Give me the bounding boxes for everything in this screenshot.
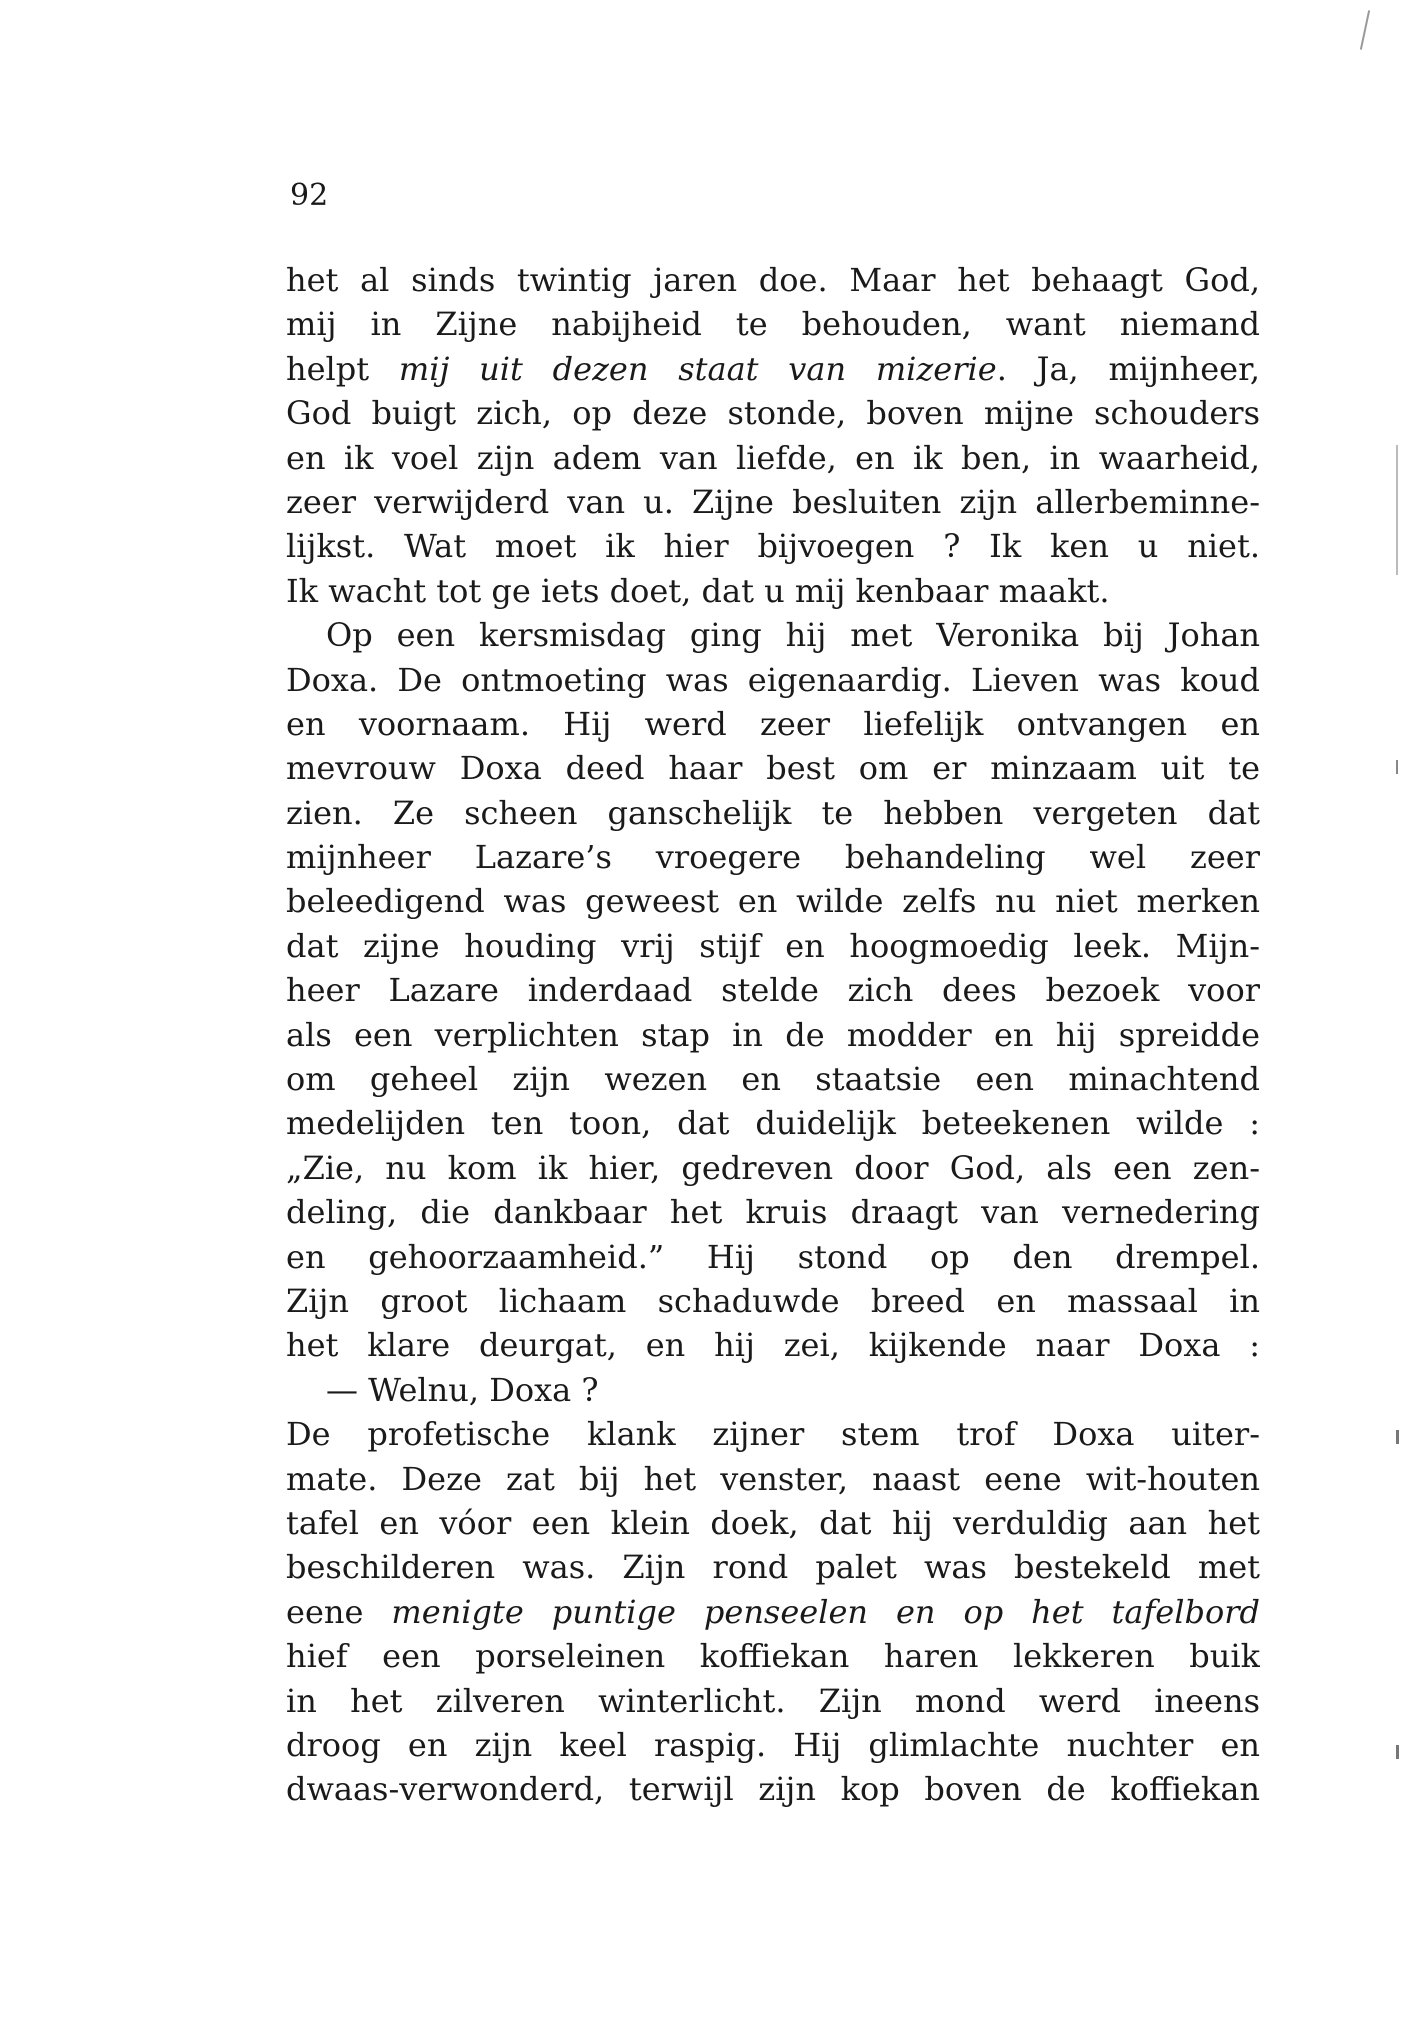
text-line: helpt mij uit dezen staat van mizerie. Ja, mijnheer, xyxy=(286,349,1260,388)
text-line: om geheel zijn wezen en staatsie een minachtend xyxy=(286,1060,1260,1099)
text-line: droog en zijn keel raspig. Hij glimlachte nuchter en xyxy=(286,1725,1260,1764)
text-line: tafel en vóor een klein doek, dat hij verduldig aan het xyxy=(286,1503,1260,1542)
text-line: mij in Zijne nabijheid te behouden, want niemand xyxy=(286,305,1260,344)
text-line: dat zijne houding vrij stijf en hoogmoedig leek. Mijn- xyxy=(286,926,1260,965)
text-line: — Welnu, Doxa ? xyxy=(326,1370,599,1409)
text-line: Doxa. De ontmoeting was eigenaardig. Lieven was koud xyxy=(286,660,1260,699)
italic-phrase: mij uit dezen staat van mizerie xyxy=(398,349,997,388)
text-line: lijkst. Wat moet ik hier bijvoegen ? Ik ken u niet. xyxy=(286,527,1260,566)
text-line: en gehoorzaamheid.” Hij stond op den drempel. xyxy=(286,1237,1260,1276)
text-line: hief een porseleinen koffiekan haren lekkeren buik xyxy=(286,1637,1260,1676)
scan-artifact-mark xyxy=(1396,1430,1399,1444)
text-line: als een verplichten stap in de modder en hij spreidde xyxy=(286,1015,1260,1054)
scan-artifact-mark xyxy=(1396,760,1398,774)
text-line: De profetische klank zijner stem trof Doxa uiter- xyxy=(286,1415,1260,1454)
text-line: heer Lazare inderdaad stelde zich dees bezoek voor xyxy=(286,971,1260,1010)
text-line: het klare deurgat, en hij zei, kijkende naar Doxa : xyxy=(286,1326,1260,1365)
italic-phrase: menigte puntige penseelen en op het tafelbord xyxy=(391,1592,1260,1631)
text-line: „Zie, nu kom ik hier, gedreven door God, als een zen- xyxy=(286,1148,1260,1187)
text-line: God buigt zich, op deze stonde, boven mijne schouders xyxy=(286,394,1260,433)
text-line: deling, die dankbaar het kruis draagt van vernedering xyxy=(286,1193,1260,1232)
text-line: in het zilveren winterlicht. Zijn mond werd ineens xyxy=(286,1681,1260,1720)
text-line: Zijn groot lichaam schaduwde breed en massaal in xyxy=(286,1281,1260,1320)
text-line: het al sinds twintig jaren doe. Maar het behaagt God, xyxy=(286,261,1260,299)
text-line: Op een kersmisdag ging hij met Veronika bij Johan xyxy=(326,616,1260,655)
text-line: eene menigte puntige penseelen en op het tafelbord xyxy=(286,1592,1260,1631)
page-number: 92 xyxy=(290,178,329,213)
scan-artifact-mark xyxy=(1360,10,1370,50)
text-line: mijnheer Lazare’s vroegere behandeling wel zeer xyxy=(286,838,1260,877)
text-line: en ik voel zijn adem van liefde, en ik ben, in waarheid, xyxy=(286,438,1260,477)
text-line: dwaas-verwonderd, terwijl zijn kop boven de koffiekan xyxy=(286,1770,1260,1809)
scan-artifact-mark xyxy=(1396,445,1398,575)
text-line: beleedigend was geweest en wilde zelfs nu niet merken xyxy=(286,882,1260,921)
text-line: en voornaam. Hij werd zeer liefelijk ontvangen en xyxy=(286,704,1260,743)
text-line: mevrouw Doxa deed haar best om er minzaam uit te xyxy=(286,749,1260,788)
text-line: medelijden ten toon, dat duidelijk beteekenen wilde : xyxy=(286,1104,1260,1143)
text-line: zeer verwijderd van u. Zijne besluiten zijn allerbeminne- xyxy=(286,482,1260,521)
body-text xyxy=(286,258,1260,1812)
text-line: Ik wacht tot ge iets doet, dat u mij kenbaar maakt. xyxy=(286,571,1110,610)
text-line: zien. Ze scheen ganschelijk te hebben vergeten dat xyxy=(286,793,1260,832)
scan-artifact-mark xyxy=(1396,1745,1399,1759)
text-line: mate. Deze zat bij het venster, naast eene wit-houten xyxy=(286,1459,1260,1498)
text-line: beschilderen was. Zijn rond palet was bestekeld met xyxy=(286,1548,1260,1587)
